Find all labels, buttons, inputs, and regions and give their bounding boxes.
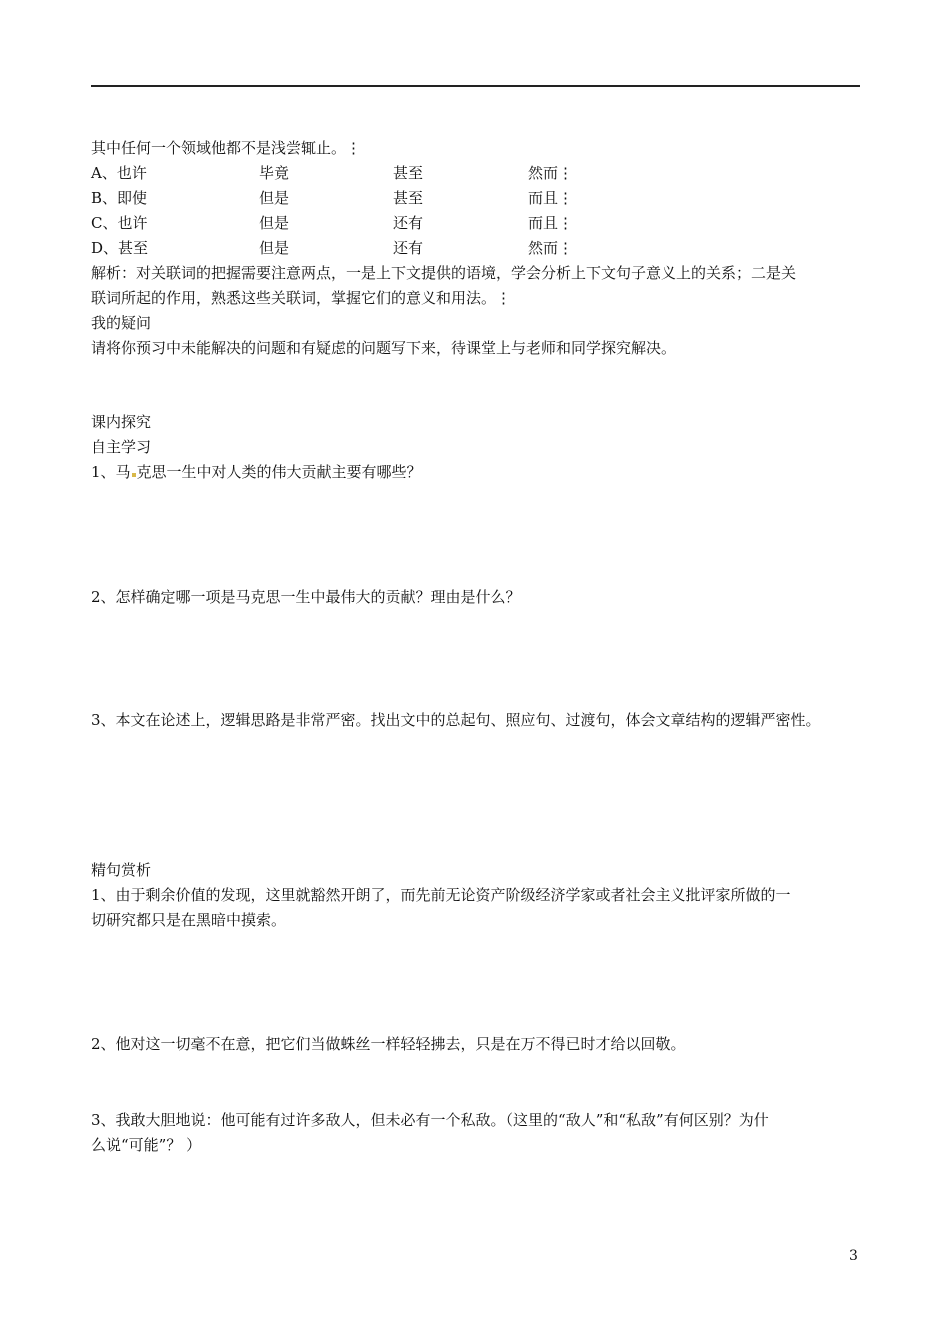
option-d-word4: 然而⋮ <box>528 239 574 257</box>
option-c-label: C、也许 <box>91 214 148 232</box>
self-study-heading: 自主学习 <box>91 438 152 456</box>
sentence-1-line-1: 1、由于剩余价值的发现，这里就豁然开朗了，而先前无论资产阶级经济学家或者社会主义批评家所做的一 <box>91 886 791 904</box>
option-c-word3: 还有 <box>393 214 424 232</box>
option-b-label: B、即使 <box>91 189 148 207</box>
intro-line: 其中任何一个领域他都不是浅尝辄止。⋮ <box>91 139 362 157</box>
question-2: 2、怎样确定哪一项是马克思一生中最伟大的贡献？理由是什么？ <box>91 588 521 606</box>
option-b-word3: 甚至 <box>393 189 424 207</box>
option-d-word3: 还有 <box>393 239 424 257</box>
page-number: 3 <box>849 1248 858 1264</box>
question-3: 3、本文在论述上，逻辑思路是非常严密。找出文中的总起句、照应句、过渡句，体会文章结构的逻辑严密性。 <box>91 711 821 729</box>
analysis-line-2: 联词所起的作用，熟悉这些关联词，掌握它们的意义和用法。⋮ <box>91 289 512 307</box>
my-questions-heading: 我的疑问 <box>91 314 152 332</box>
appreciation-heading: 精句赏析 <box>91 861 152 879</box>
question-1-start: 1、马 <box>91 463 131 481</box>
option-b-word2: 但是 <box>259 189 290 207</box>
sentence-3-line-2: 么说“可能”？ ） <box>91 1136 202 1154</box>
inclass-heading: 课内探究 <box>91 413 152 431</box>
question-1 <box>91 461 422 483</box>
option-d-word2: 但是 <box>259 239 290 257</box>
option-a-word3: 甚至 <box>393 164 424 182</box>
option-a-word2: 毕竟 <box>259 164 290 182</box>
header-rule <box>91 85 860 87</box>
sentence-3-line-1: 3、我敢大胆地说：他可能有过许多敌人，但未必有一个私敌。（这里的“敌人”和“私敌”有何区别？为什 <box>91 1111 769 1129</box>
option-a-word4: 然而⋮ <box>528 164 574 182</box>
sentence-2: 2、他对这一切毫不在意，把它们当做蛛丝一样轻轻拂去，只是在万不得已时才给以回敬。 <box>91 1035 686 1053</box>
highlight-mark-icon <box>132 473 136 477</box>
my-questions-text: 请将你预习中未能解决的问题和有疑虑的问题写下来，待课堂上与老师和同学探究解决。 <box>91 339 677 357</box>
question-1-rest: 克思一生中对人类的伟大贡献主要有哪些？ <box>136 463 422 481</box>
analysis-line-1: 解析：对关联词的把握需要注意两点，一是上下文提供的语境，学会分析上下文句子意义上的关系；二是关 <box>91 264 797 282</box>
option-c-word2: 但是 <box>259 214 290 232</box>
option-d-label: D、甚至 <box>91 239 149 257</box>
option-a-label: A、也许 <box>91 164 147 182</box>
option-c-word4: 而且⋮ <box>528 214 574 232</box>
option-b-word4: 而且⋮ <box>528 189 574 207</box>
sentence-1-line-2: 切研究都只是在黑暗中摸索。 <box>91 911 287 929</box>
